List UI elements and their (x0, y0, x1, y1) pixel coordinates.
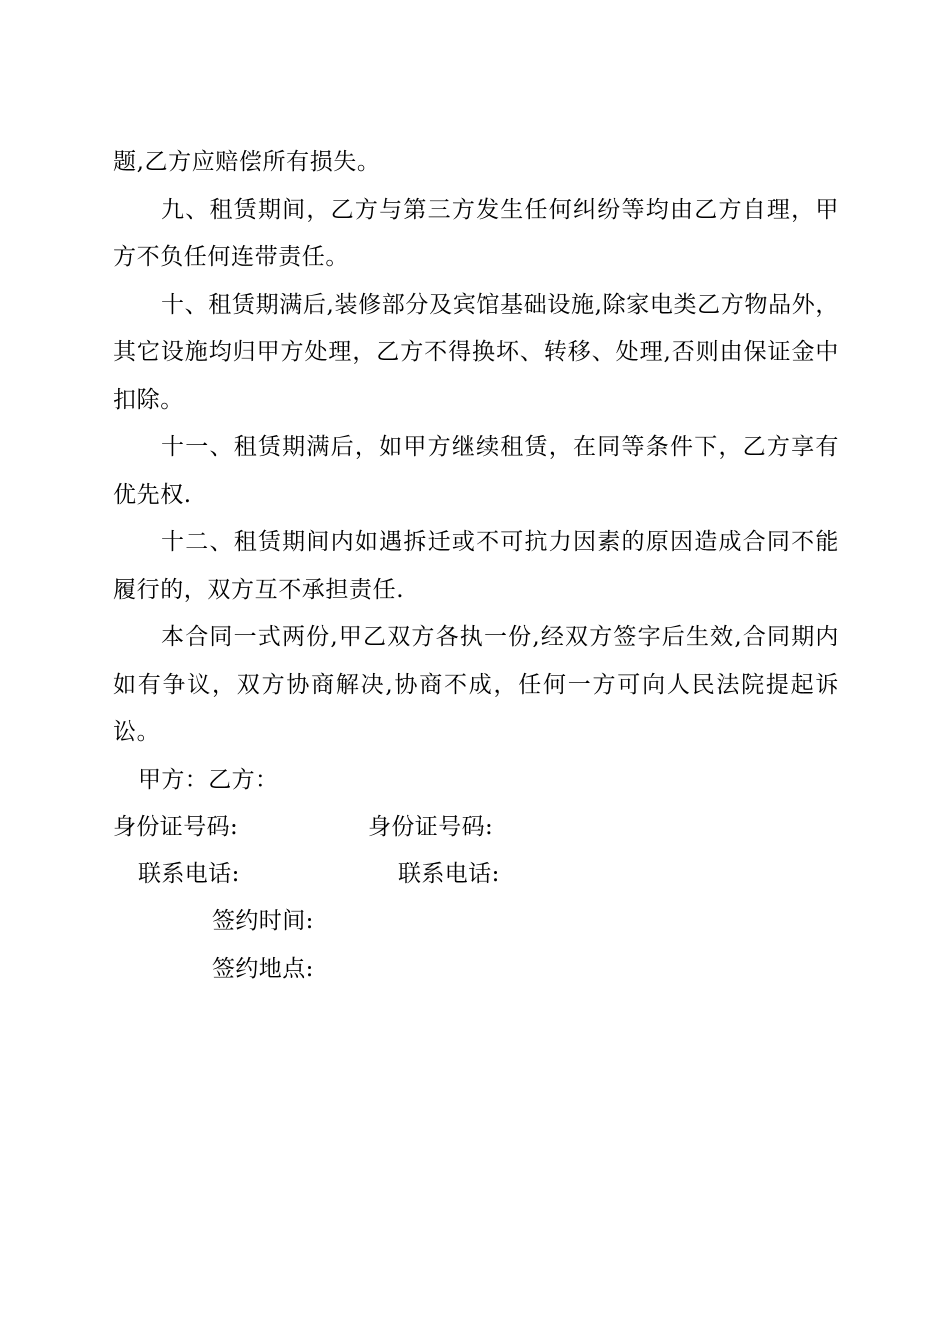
parties-label: 甲方：乙方： (138, 767, 279, 793)
sign-place-label: 签约地点: (212, 956, 314, 982)
party-b-phone-label: 联系电话: (398, 861, 500, 887)
clause-11: 十一、租赁期满后，如甲方继续租赁，在同等条件下，乙方享有优先权. (113, 434, 839, 508)
clause-9: 九、租赁期间，乙方与第三方发生任何纠纷等均由乙方自理，甲方不负任何连带责任。 (113, 196, 839, 270)
party-a-id-label: 身份证号码: (113, 814, 239, 840)
paragraph-continuation: 题,乙方应赔偿所有损失。 (113, 149, 381, 175)
party-b-id-label: 身份证号码: (368, 814, 494, 840)
sign-time-label: 签约时间: (212, 908, 314, 934)
contract-body (113, 139, 839, 757)
clause-12: 十二、租赁期间内如遇拆迁或不可抗力因素的原因造成合同不能履行的，双方互不承担责任. (113, 529, 839, 603)
clause-10: 十、租赁期满后,装修部分及宾馆基础设施,除家电类乙方物品外，其它设施均归甲方处理，乙方不得换坏、转移、处理,否则由保证金中扣除。 (113, 291, 839, 413)
closing-clause: 本合同一式两份,甲乙双方各执一份,经双方签字后生效,合同期内如有争议，双方协商解决,协商不成，任何一方可向人民法院提起诉讼。 (113, 624, 839, 745)
party-a-phone-label: 联系电话: (138, 861, 240, 887)
